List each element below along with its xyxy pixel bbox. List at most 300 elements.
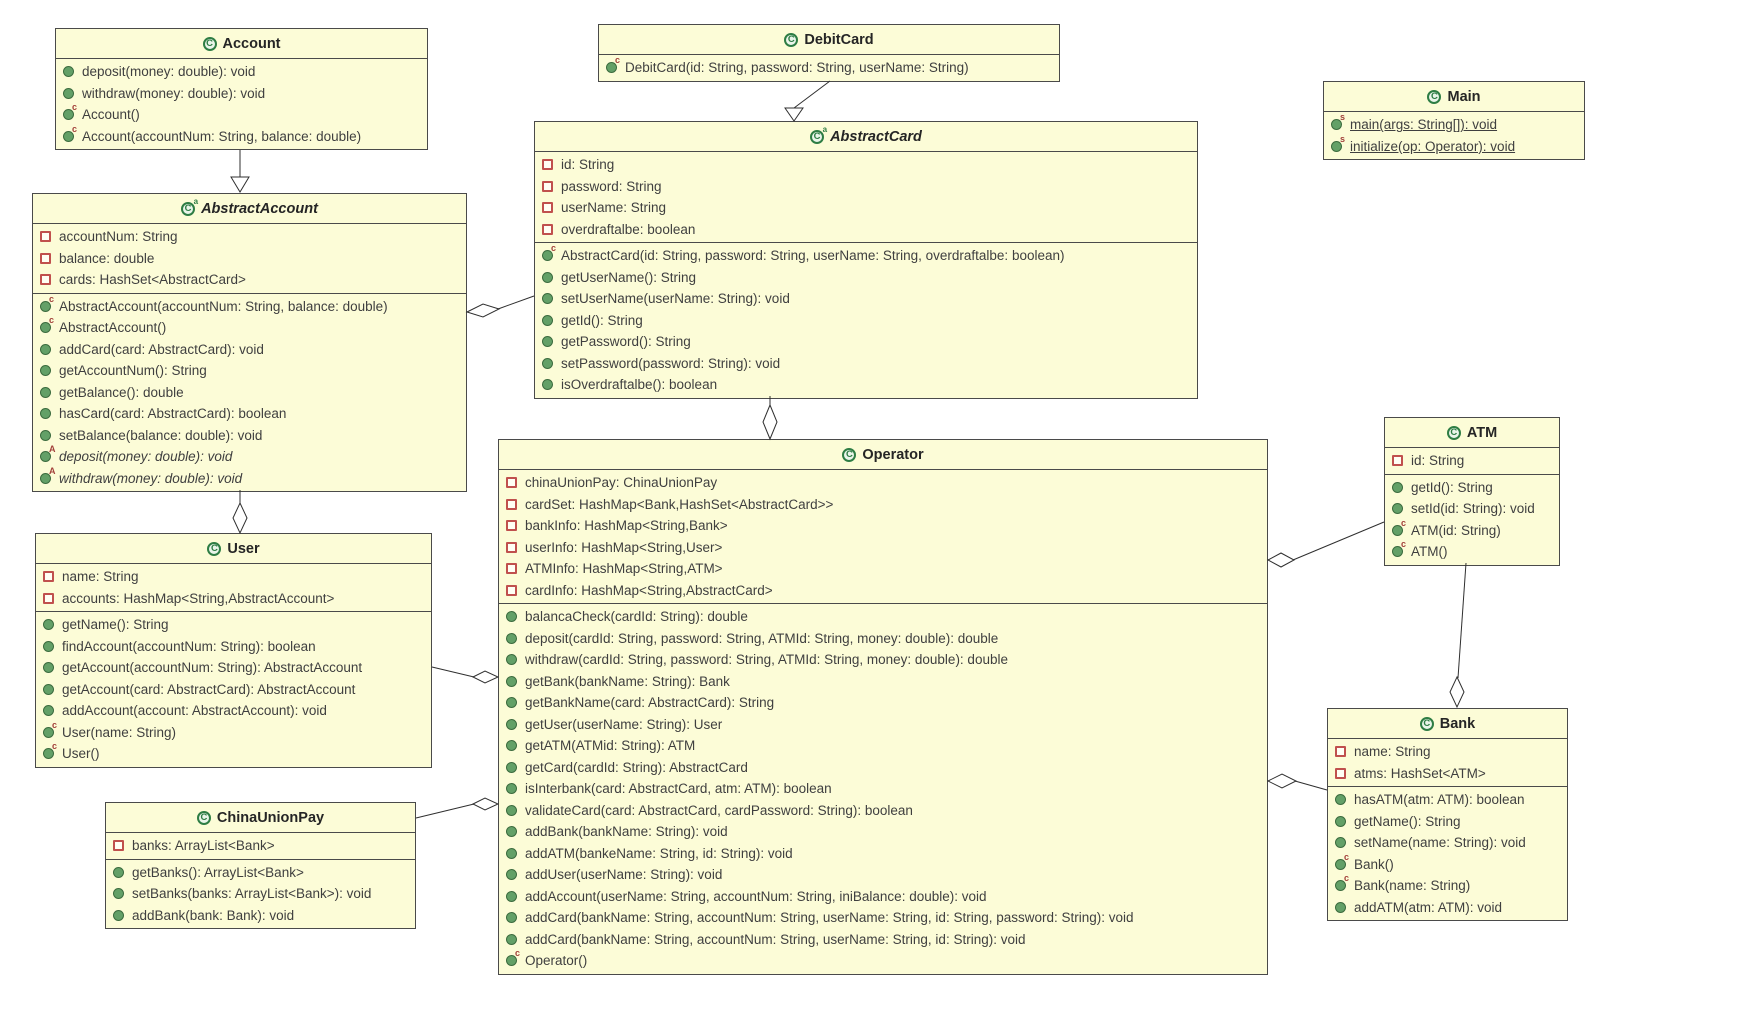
abstractaccount-aggregates-abstractcard bbox=[498, 296, 534, 309]
class-name: ATM bbox=[1466, 424, 1498, 441]
method-icon bbox=[506, 783, 517, 794]
method-row bbox=[535, 374, 1197, 396]
method-icon bbox=[542, 272, 553, 283]
method-icon bbox=[542, 336, 553, 347]
method-text: hasATM(atm: ATM): boolean bbox=[1354, 792, 1525, 808]
constructor-icon: c bbox=[43, 727, 54, 738]
method-text: AbstractAccount() bbox=[59, 320, 167, 336]
method-text: addCard(bankName: String, accountNum: String, userName: String, id: String, password: String): void bbox=[525, 910, 1134, 926]
method-row bbox=[499, 671, 1267, 693]
class-box-bank[interactable] bbox=[1327, 708, 1568, 921]
method-text: getUser(userName: String): User bbox=[525, 716, 723, 732]
method-text: Account() bbox=[82, 107, 140, 123]
aggregation-diamond bbox=[1268, 774, 1296, 788]
method-icon bbox=[40, 408, 51, 419]
method-text: getId(): String bbox=[1411, 479, 1493, 495]
field-text: cardInfo: HashMap<String,AbstractCard> bbox=[525, 582, 773, 598]
method-text: setBalance(balance: double): void bbox=[59, 427, 263, 443]
method-row bbox=[33, 382, 466, 404]
field-icon bbox=[506, 477, 517, 488]
method-text: ATM() bbox=[1411, 544, 1448, 560]
method-row bbox=[499, 628, 1267, 650]
method-text: withdraw(money: double): void bbox=[82, 85, 266, 101]
field-icon bbox=[40, 231, 51, 242]
method-text: AbstractAccount(accountNum: String, balance: double) bbox=[59, 298, 388, 314]
field-icon bbox=[506, 563, 517, 574]
method-row bbox=[535, 288, 1197, 310]
method-row bbox=[499, 606, 1267, 628]
methods-section bbox=[1328, 786, 1567, 920]
method-text: setId(id: String): void bbox=[1411, 501, 1535, 517]
method-text: getPassword(): String bbox=[561, 334, 691, 350]
method-row bbox=[33, 317, 466, 339]
method-text: deposit(money: double): void bbox=[82, 64, 256, 80]
method-text: getUserName(): String bbox=[561, 269, 697, 285]
field-text: balance: double bbox=[59, 250, 155, 266]
method-icon bbox=[506, 891, 517, 902]
method-row bbox=[36, 743, 431, 765]
class-icon: C bbox=[1427, 90, 1441, 104]
method-icon bbox=[542, 358, 553, 369]
field-icon bbox=[506, 499, 517, 510]
method-text: findAccount(accountNum: String): boolean bbox=[62, 638, 316, 654]
method-row bbox=[106, 905, 415, 927]
field-row bbox=[499, 558, 1267, 580]
method-text: addAccount(userName: String, accountNum: String, iniBalance: double): void bbox=[525, 888, 987, 904]
method-icon bbox=[506, 719, 517, 730]
class-icon: C bbox=[203, 37, 217, 51]
fields-section bbox=[535, 152, 1197, 242]
aggregation-diamond bbox=[763, 405, 777, 439]
field-text: id: String bbox=[1411, 453, 1465, 469]
method-icon bbox=[40, 430, 51, 441]
method-text: getBankName(card: AbstractCard): String bbox=[525, 695, 775, 711]
class-name: Bank bbox=[1439, 715, 1476, 732]
field-icon bbox=[40, 274, 51, 285]
method-row bbox=[499, 950, 1267, 972]
method-row bbox=[1328, 875, 1567, 897]
field-row bbox=[36, 588, 431, 610]
generalization-arrow bbox=[231, 177, 249, 192]
method-row bbox=[535, 267, 1197, 289]
constructor-icon: c bbox=[506, 955, 517, 966]
method-icon bbox=[506, 912, 517, 923]
method-row bbox=[33, 465, 466, 490]
method-icon bbox=[43, 705, 54, 716]
method-row bbox=[499, 929, 1267, 951]
class-title-bar[interactable] bbox=[535, 122, 1197, 152]
field-row bbox=[36, 566, 431, 588]
field-icon bbox=[43, 593, 54, 604]
method-row bbox=[1328, 832, 1567, 854]
method-text: addUser(userName: String): void bbox=[525, 867, 723, 883]
field-row bbox=[33, 248, 466, 270]
constructor-icon: c bbox=[40, 322, 51, 333]
field-row bbox=[33, 269, 466, 291]
field-icon bbox=[506, 520, 517, 531]
method-text: getBank(bankName: String): Bank bbox=[525, 673, 730, 689]
method-row bbox=[499, 735, 1267, 757]
method-icon bbox=[63, 66, 74, 77]
field-text: banks: ArrayList<Bank> bbox=[132, 838, 275, 854]
methods-section bbox=[106, 859, 415, 929]
field-text: password: String bbox=[561, 178, 662, 194]
method-icon bbox=[40, 387, 51, 398]
method-text: setPassword(password: String): void bbox=[561, 355, 781, 371]
method-row bbox=[535, 310, 1197, 332]
method-icon bbox=[113, 867, 124, 878]
method-text: Operator() bbox=[525, 953, 588, 969]
method-row bbox=[499, 778, 1267, 800]
static-method-icon: s bbox=[1331, 119, 1342, 130]
method-icon bbox=[506, 869, 517, 880]
class-icon: C bbox=[1447, 426, 1461, 440]
class-box-operator[interactable] bbox=[498, 439, 1268, 975]
method-text: setBanks(banks: ArrayList<Bank>): void bbox=[132, 886, 372, 902]
method-row bbox=[499, 843, 1267, 865]
constructor-icon: c bbox=[542, 250, 553, 261]
class-box-chinaunionpay[interactable] bbox=[105, 802, 416, 929]
aggregation-diamond bbox=[473, 798, 498, 810]
method-icon bbox=[63, 88, 74, 99]
method-icon bbox=[506, 611, 517, 622]
method-row bbox=[1385, 477, 1559, 499]
class-box-abstractaccount[interactable] bbox=[32, 193, 467, 492]
field-text: accounts: HashMap<String,AbstractAccount> bbox=[62, 590, 335, 606]
abstract-method-icon: A bbox=[40, 451, 51, 462]
method-row bbox=[56, 61, 427, 83]
method-text: balancaCheck(cardId: String): double bbox=[525, 609, 748, 625]
methods-section bbox=[1324, 112, 1584, 159]
class-name: Operator bbox=[862, 446, 924, 463]
field-text: cardSet: HashMap<Bank,HashSet<AbstractCard>> bbox=[525, 496, 834, 512]
field-text: name: String bbox=[1354, 744, 1431, 760]
aggregation-diamond bbox=[473, 671, 498, 683]
method-row bbox=[499, 692, 1267, 714]
method-text: hasCard(card: AbstractCard): boolean bbox=[59, 406, 287, 422]
field-icon bbox=[1335, 768, 1346, 779]
class-icon: C bbox=[197, 811, 211, 825]
abstract-class-icon: C a bbox=[810, 130, 824, 144]
class-box-debitcard[interactable] bbox=[598, 24, 1060, 82]
method-row bbox=[499, 714, 1267, 736]
method-icon bbox=[506, 740, 517, 751]
field-row bbox=[499, 494, 1267, 516]
method-row bbox=[1324, 114, 1584, 136]
abstract-method-icon: A bbox=[40, 473, 51, 484]
method-row bbox=[56, 104, 427, 126]
method-row bbox=[499, 886, 1267, 908]
method-row bbox=[36, 679, 431, 701]
operator-aggregates-bank bbox=[1295, 781, 1327, 790]
method-icon bbox=[1335, 902, 1346, 913]
method-row bbox=[33, 425, 466, 447]
method-row bbox=[36, 614, 431, 636]
method-icon bbox=[506, 633, 517, 644]
field-icon bbox=[43, 571, 54, 582]
method-row bbox=[1385, 517, 1559, 542]
method-text: getName(): String bbox=[1354, 813, 1461, 829]
field-text: name: String bbox=[62, 569, 139, 585]
class-box-account[interactable] bbox=[55, 28, 428, 150]
field-icon bbox=[506, 542, 517, 553]
class-icon: C bbox=[842, 448, 856, 462]
class-name: User bbox=[227, 540, 260, 557]
method-row bbox=[56, 123, 427, 148]
method-text: addBank(bankName: String): void bbox=[525, 824, 728, 840]
field-row bbox=[33, 226, 466, 248]
constructor-icon: c bbox=[40, 301, 51, 312]
method-text: getCard(cardId: String): AbstractCard bbox=[525, 759, 748, 775]
method-row bbox=[33, 446, 466, 468]
fields-section bbox=[1328, 739, 1567, 786]
field-row bbox=[499, 580, 1267, 602]
method-text: addAccount(account: AbstractAccount): void bbox=[62, 703, 327, 719]
field-text: cards: HashSet<AbstractCard> bbox=[59, 272, 246, 288]
method-row bbox=[1328, 897, 1567, 919]
generalization-arrow bbox=[785, 108, 803, 121]
method-row bbox=[36, 719, 431, 744]
class-title-bar[interactable] bbox=[1328, 709, 1567, 739]
class-name: AbstractCard bbox=[830, 128, 922, 145]
field-icon bbox=[1335, 746, 1346, 757]
class-title-bar[interactable] bbox=[36, 534, 431, 564]
method-icon bbox=[542, 315, 553, 326]
field-row bbox=[1328, 741, 1567, 763]
method-icon bbox=[113, 888, 124, 899]
method-icon bbox=[1392, 482, 1403, 493]
constructor-icon: c bbox=[63, 131, 74, 142]
method-text: getAccount(card: AbstractCard): AbstractAccount bbox=[62, 681, 356, 697]
method-row bbox=[33, 360, 466, 382]
method-text: getId(): String bbox=[561, 312, 643, 328]
field-row bbox=[535, 197, 1197, 219]
method-row bbox=[499, 864, 1267, 886]
method-row bbox=[36, 700, 431, 722]
method-icon bbox=[506, 654, 517, 665]
field-row bbox=[1328, 763, 1567, 785]
method-text: Bank(name: String) bbox=[1354, 878, 1471, 894]
method-row bbox=[106, 862, 415, 884]
class-name: AbstractAccount bbox=[201, 200, 318, 217]
method-text: deposit(cardId: String, password: String, ATMId: String, money: double): double bbox=[525, 630, 999, 646]
field-row bbox=[1385, 450, 1559, 472]
method-row bbox=[1328, 851, 1567, 876]
method-icon bbox=[506, 805, 517, 816]
aggregation-diamond bbox=[467, 304, 499, 317]
aggregation-diamond bbox=[1450, 677, 1464, 707]
method-text: getName(): String bbox=[62, 617, 169, 633]
method-icon bbox=[506, 697, 517, 708]
field-text: userInfo: HashMap<String,User> bbox=[525, 539, 723, 555]
method-text: addATM(bankeName: String, id: String): void bbox=[525, 845, 793, 861]
method-row bbox=[499, 649, 1267, 671]
method-text: getAccountNum(): String bbox=[59, 363, 207, 379]
operator-aggregates-atm bbox=[1293, 522, 1384, 560]
field-text: id: String bbox=[561, 157, 615, 173]
method-row bbox=[1324, 133, 1584, 158]
class-icon: C bbox=[1420, 717, 1434, 731]
aggregation-diamond bbox=[233, 503, 247, 533]
methods-section bbox=[499, 603, 1267, 974]
method-text: withdraw(money: double): void bbox=[59, 470, 243, 486]
aggregation-diamond bbox=[1268, 553, 1294, 567]
method-row bbox=[106, 883, 415, 905]
method-icon bbox=[542, 293, 553, 304]
method-icon bbox=[43, 619, 54, 630]
static-method-icon: s bbox=[1331, 141, 1342, 152]
field-text: userName: String bbox=[561, 200, 667, 216]
method-text: validateCard(card: AbstractCard, cardPassword: String): boolean bbox=[525, 802, 913, 818]
fields-section bbox=[36, 564, 431, 611]
method-text: addBank(bank: Bank): void bbox=[132, 907, 295, 923]
method-text: main(args: String[]): void bbox=[1350, 117, 1498, 133]
class-title-bar[interactable] bbox=[499, 440, 1267, 470]
method-icon bbox=[506, 826, 517, 837]
debitcard-generalization bbox=[794, 81, 830, 108]
methods-section bbox=[33, 293, 466, 492]
method-row bbox=[535, 245, 1197, 267]
field-row bbox=[499, 515, 1267, 537]
bank-aggregates-atm bbox=[1458, 563, 1466, 678]
method-row bbox=[36, 657, 431, 679]
class-title-bar[interactable] bbox=[599, 25, 1059, 55]
method-row bbox=[535, 353, 1197, 375]
method-row bbox=[1385, 541, 1559, 563]
constructor-icon: c bbox=[606, 62, 617, 73]
method-icon bbox=[40, 344, 51, 355]
method-row bbox=[499, 821, 1267, 843]
method-text: getATM(ATMid: String): ATM bbox=[525, 738, 696, 754]
class-title-bar[interactable] bbox=[56, 29, 427, 59]
class-name: DebitCard bbox=[804, 31, 874, 48]
field-icon bbox=[542, 159, 553, 170]
method-text: isOverdraftalbe(): boolean bbox=[561, 377, 718, 393]
method-row bbox=[599, 57, 1059, 79]
method-icon bbox=[506, 676, 517, 687]
method-text: initialize(op: Operator): void bbox=[1350, 138, 1516, 154]
field-text: overdraftalbe: boolean bbox=[561, 221, 696, 237]
class-box-user[interactable] bbox=[35, 533, 432, 768]
fields-section bbox=[1385, 448, 1559, 474]
method-text: getBanks(): ArrayList<Bank> bbox=[132, 864, 304, 880]
field-row bbox=[535, 154, 1197, 176]
method-row bbox=[33, 293, 466, 318]
class-title-bar[interactable] bbox=[1385, 418, 1559, 448]
class-name: Account bbox=[222, 35, 281, 52]
methods-section bbox=[56, 59, 427, 149]
field-text: atms: HashSet<ATM> bbox=[1354, 765, 1486, 781]
class-title-bar[interactable] bbox=[33, 194, 466, 224]
method-row bbox=[33, 339, 466, 361]
method-row bbox=[33, 403, 466, 425]
method-text: ATM(id: String) bbox=[1411, 522, 1501, 538]
method-icon bbox=[1392, 503, 1403, 514]
class-title-bar[interactable] bbox=[1324, 82, 1584, 112]
method-text: addATM(atm: ATM): void bbox=[1354, 899, 1503, 915]
operator-aggregates-chinaunionpay bbox=[416, 804, 474, 818]
method-icon bbox=[506, 934, 517, 945]
method-text: getAccount(accountNum: String): AbstractAccount bbox=[62, 660, 363, 676]
field-row bbox=[535, 219, 1197, 241]
method-row bbox=[1328, 789, 1567, 811]
field-icon bbox=[542, 224, 553, 235]
method-icon bbox=[1335, 816, 1346, 827]
field-icon bbox=[542, 202, 553, 213]
constructor-icon: c bbox=[1335, 859, 1346, 870]
method-text: withdraw(cardId: String, password: String, ATMId: String, money: double): double bbox=[525, 652, 1008, 668]
class-title-bar[interactable] bbox=[106, 803, 415, 833]
field-row bbox=[106, 835, 415, 857]
field-icon bbox=[506, 585, 517, 596]
operator-aggregates-user bbox=[432, 667, 474, 677]
method-icon bbox=[506, 848, 517, 859]
fields-section bbox=[106, 833, 415, 859]
class-name: Main bbox=[1447, 88, 1481, 105]
fields-section bbox=[499, 470, 1267, 603]
field-row bbox=[499, 472, 1267, 494]
methods-section bbox=[599, 55, 1059, 81]
method-text: DebitCard(id: String, password: String, userName: String) bbox=[625, 60, 969, 76]
method-icon bbox=[40, 365, 51, 376]
method-row bbox=[499, 800, 1267, 822]
field-icon bbox=[40, 253, 51, 264]
field-text: bankInfo: HashMap<String,Bank> bbox=[525, 518, 728, 534]
method-text: User() bbox=[62, 746, 100, 762]
method-text: deposit(money: double): void bbox=[59, 449, 233, 465]
constructor-icon: c bbox=[1335, 880, 1346, 891]
abstract-class-icon: C a bbox=[181, 202, 195, 216]
field-icon bbox=[1392, 455, 1403, 466]
constructor-icon: c bbox=[1392, 546, 1403, 557]
field-row bbox=[535, 176, 1197, 198]
method-icon bbox=[542, 379, 553, 390]
method-icon bbox=[506, 762, 517, 773]
method-row bbox=[499, 757, 1267, 779]
method-row bbox=[499, 907, 1267, 929]
method-icon bbox=[113, 910, 124, 921]
class-box-main[interactable] bbox=[1323, 81, 1585, 160]
method-text: addCard(bankName: String, accountNum: String, userName: String, id: String): void bbox=[525, 931, 1026, 947]
method-text: getBalance(): double bbox=[59, 384, 184, 400]
method-icon bbox=[1335, 794, 1346, 805]
method-text: setUserName(userName: String): void bbox=[561, 291, 790, 307]
method-text: User(name: String) bbox=[62, 724, 177, 740]
class-box-abstractcard[interactable] bbox=[534, 121, 1198, 399]
methods-section bbox=[1385, 474, 1559, 565]
field-row bbox=[499, 537, 1267, 559]
constructor-icon: c bbox=[63, 109, 74, 120]
method-text: isInterbank(card: AbstractCard, atm: ATM): boolean bbox=[525, 781, 832, 797]
constructor-icon: c bbox=[1392, 525, 1403, 536]
method-icon bbox=[43, 641, 54, 652]
method-row bbox=[1328, 811, 1567, 833]
field-text: ATMInfo: HashMap<String,ATM> bbox=[525, 561, 723, 577]
method-text: AbstractCard(id: String, password: String, userName: String, overdraftalbe: boolean) bbox=[561, 248, 1065, 264]
class-box-atm[interactable] bbox=[1384, 417, 1560, 566]
field-icon bbox=[113, 840, 124, 851]
method-text: setName(name: String): void bbox=[1354, 835, 1526, 851]
class-icon: C bbox=[784, 33, 798, 47]
method-icon bbox=[43, 662, 54, 673]
class-icon: C bbox=[207, 542, 221, 556]
method-row bbox=[535, 331, 1197, 353]
field-icon bbox=[542, 181, 553, 192]
method-text: Account(accountNum: String, balance: double) bbox=[82, 128, 362, 144]
constructor-icon: c bbox=[43, 748, 54, 759]
fields-section bbox=[33, 224, 466, 293]
field-text: accountNum: String bbox=[59, 229, 178, 245]
